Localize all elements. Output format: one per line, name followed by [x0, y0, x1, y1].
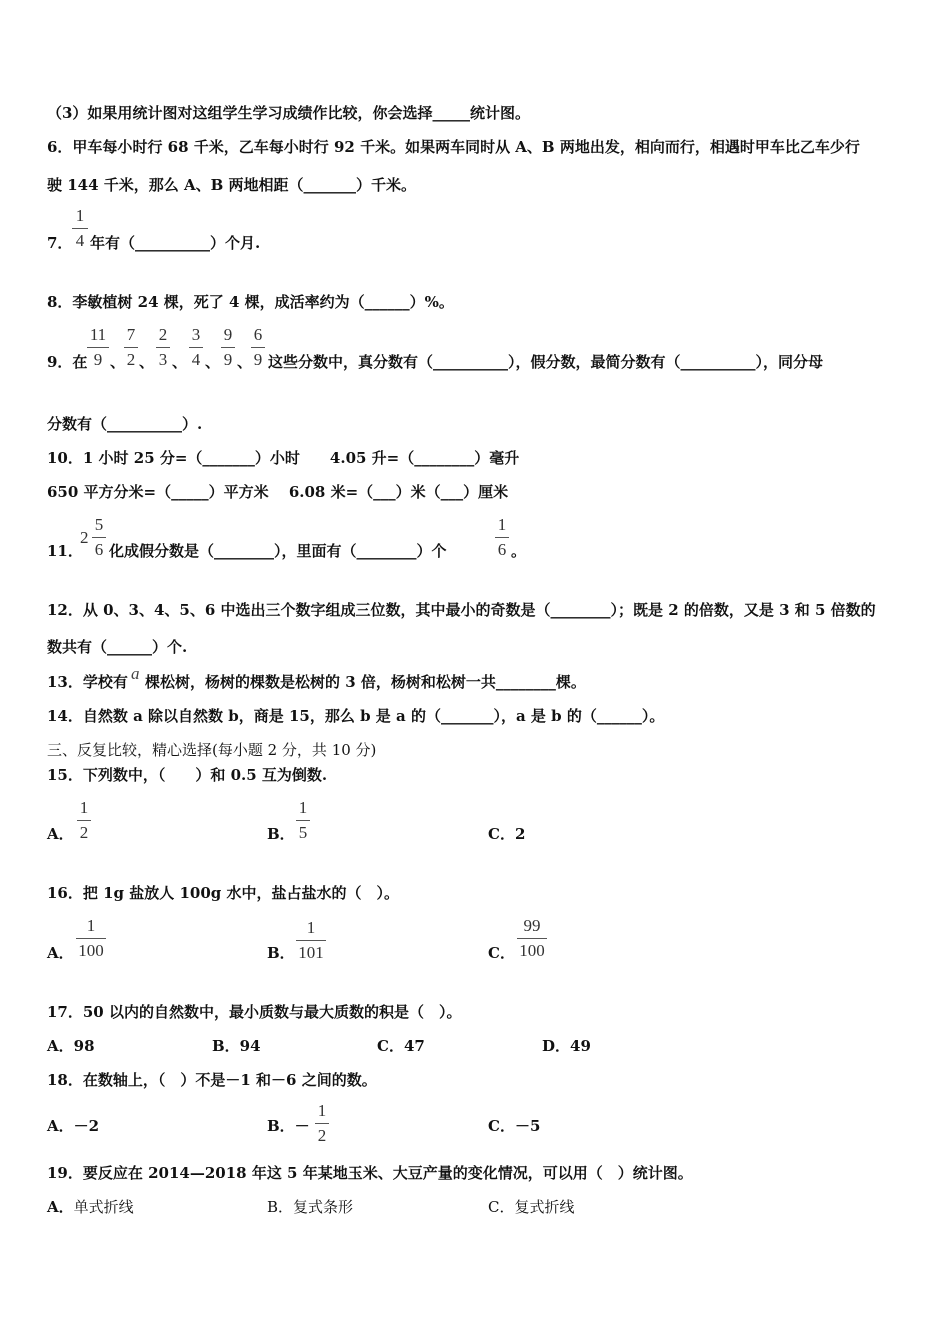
q17-option-a[interactable]: A．98 [47, 1037, 95, 1055]
question-8: 8．李敏植树 24 棵，死了 4 棵，成活率约为（______）%。 [47, 293, 454, 311]
question-16: 16．把 1g 盐放人 100g 水中，盐占盐水的（ ）。 [47, 884, 399, 902]
section-3-title: 三、反复比较，精心选择(每小题 2 分，共 10 分) [47, 741, 377, 759]
question-11-text: 化成假分数是（________），里面有（________）个 [109, 542, 447, 560]
fraction-separator: 、 [205, 353, 221, 371]
variable-a: a [131, 664, 140, 683]
q15-option-a[interactable]: A． [47, 825, 74, 843]
q16-option-a-fraction: 1 100 [76, 916, 106, 961]
q17-option-b[interactable]: B．94 [212, 1037, 261, 1055]
question-11-fraction: 5 6 [92, 515, 106, 560]
question-9-fraction-6: 6 9 [251, 325, 265, 370]
fraction-separator: 、 [139, 353, 155, 371]
question-9-text: 这些分数中，真分数有（__________），假分数，最简分数有（__________），同分母 [268, 353, 824, 371]
question-9-fraction-1: 11 9 [87, 325, 109, 370]
q18-option-b-fraction: 1 2 [315, 1101, 329, 1146]
q15-option-b-fraction: 1 5 [296, 798, 310, 843]
q19-option-a[interactable]: A．单式折线 [47, 1198, 134, 1216]
question-12-line-2: 数共有（______）个. [47, 638, 188, 656]
q18-option-c[interactable]: C．－5 [488, 1117, 541, 1135]
question-9-fraction-4: 3 4 [189, 325, 203, 370]
question-14: 14．自然数 a 除以自然数 b，商是 15，那么 b 是 a 的（_______），a 是 b 的（______）。 [47, 707, 665, 725]
question-13-text: 棵松树，杨树的棵数是松树的 3 倍，杨树和松树一共________棵。 [145, 673, 586, 691]
q16-option-c-fraction: 99 100 [517, 916, 547, 961]
q19-option-c[interactable]: C．复式折线 [488, 1198, 575, 1216]
q15-option-b[interactable]: B． [267, 825, 295, 843]
q17-option-c[interactable]: C．47 [377, 1037, 425, 1055]
q16-option-a[interactable]: A． [47, 944, 74, 962]
question-11-end: 。 [511, 542, 527, 560]
question-11-fraction-unit: 1 6 [495, 515, 509, 560]
fraction-separator: 、 [172, 353, 188, 371]
question-7-text: 年有（__________）个月. [90, 234, 261, 252]
question-13-prefix: 13．学校有 [47, 673, 128, 691]
question-9-fraction-2: 7 2 [124, 325, 138, 370]
question-17: 17．50 以内的自然数中，最小质数与最大质数的积是（ ）。 [47, 1003, 462, 1021]
question-18: 18．在数轴上，（ ）不是－1 和－6 之间的数。 [47, 1071, 377, 1089]
q15-option-a-fraction: 1 2 [77, 798, 91, 843]
question-7-number: 7． [47, 234, 73, 252]
question-11-number: 11． [47, 542, 83, 560]
question-10-line-2: 650 平方分米=（_____）平方米 6.08 米=（___）米（___）厘米 [47, 483, 509, 501]
fraction-separator: 、 [237, 353, 253, 371]
question-19: 19．要反应在 2014—2018 年这 5 年某地玉米、大豆产量的变化情况，可以用（ ）统计图。 [47, 1164, 693, 1182]
mixed-number-whole: 2 [80, 528, 89, 547]
question-7-fraction [72, 206, 88, 251]
q18-option-b[interactable]: B．－ [267, 1117, 310, 1135]
q15-option-c[interactable]: C．2 [488, 825, 526, 843]
q16-option-b[interactable]: B． [267, 944, 295, 962]
question-6-line-1: 6．甲车每小时行 68 千米，乙车每小时行 92 千米。如果两车同时从 A、B 两地出发，相向而行，相遇时甲车比乙车少行 [47, 138, 860, 156]
fraction-numerator: 1 [75, 206, 85, 225]
question-10-line-1: 10．1 小时 25 分=（_______）小时 4.05 升=（________）毫升 [47, 449, 520, 467]
question-9-fraction-5: 9 9 [221, 325, 235, 370]
question-15: 15．下列数中，（ ）和 0.5 互为倒数. [47, 766, 328, 784]
question-9-number: 9．在 [47, 353, 88, 371]
question-9-line-2: 分数有（__________）. [47, 415, 203, 433]
q16-option-c[interactable]: C． [488, 944, 515, 962]
q18-option-a[interactable]: A．－2 [47, 1117, 100, 1135]
question-5-part-3: （3）如果用统计图对这组学生学习成绩作比较，你会选择_____统计图。 [47, 104, 530, 122]
fraction-separator: 、 [110, 353, 126, 371]
fraction-denominator: 4 [75, 231, 85, 250]
question-6-line-2: 驶 144 千米，那么 A、B 两地相距（_______）千米。 [47, 176, 417, 194]
question-12-line-1: 12．从 0、3、4、5、6 中选出三个数字组成三位数，其中最小的奇数是（________）；既是 2 的倍数，又是 3 和 5 倍数的 [47, 601, 876, 619]
question-9-fraction-3: 2 3 [156, 325, 170, 370]
q16-option-b-fraction: 1 101 [296, 918, 326, 963]
q17-option-d[interactable]: D．49 [542, 1037, 591, 1055]
q19-option-b[interactable]: B．复式条形 [267, 1198, 354, 1216]
